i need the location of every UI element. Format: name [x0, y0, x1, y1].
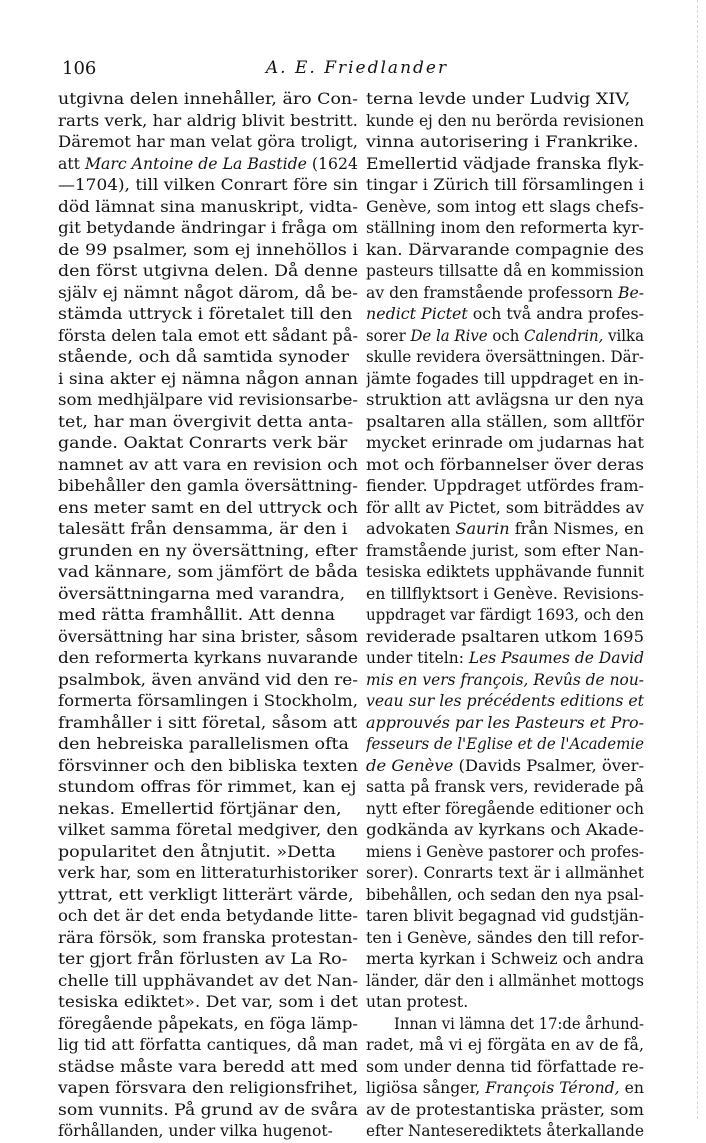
text-line-content: mot och förbannelser över deras	[366, 455, 644, 474]
text-line-content: ter gjort från förlusten av La Ro-	[58, 950, 348, 968]
text-line	[366, 627, 644, 649]
text-line	[366, 1078, 644, 1100]
text-line	[58, 627, 358, 649]
text-line	[366, 390, 644, 412]
text-line-content: översättningarna med varandra,	[58, 584, 346, 603]
text-line-content: framhåller i sitt företal, såsom att	[58, 713, 358, 732]
text-line-content: vinna autorisering i Frankrike.	[366, 133, 639, 151]
text-line	[366, 412, 644, 434]
text-line	[58, 971, 358, 993]
text-line-content: pasteurs tillsatte då en kommission	[366, 262, 644, 280]
text-line	[366, 132, 644, 154]
text-line-content: nytt efter föregående editioner och	[366, 799, 644, 818]
text-line-content: Däremot har man velat göra troligt,	[58, 133, 358, 151]
text-line	[58, 756, 358, 778]
text-line-content: med rätta framhållit. Att denna	[58, 606, 336, 624]
text-line-content: git betydande ändringar i fråga om	[58, 219, 358, 237]
text-line-content: som vunnits. På grund av de svåra	[58, 1100, 358, 1119]
text-line	[58, 433, 358, 455]
text-line	[366, 304, 644, 326]
text-line-content: försvinner och den bibliska texten	[58, 756, 358, 775]
text-line-content: taren blivit begagnad vid gudstjän-	[366, 907, 644, 925]
text-line	[58, 734, 358, 756]
text-line	[366, 519, 644, 541]
text-line	[366, 756, 644, 778]
text-line-content: översättning har sina brister, såsom	[58, 627, 358, 646]
text-line-content: sorer). Conrarts text är i allmänhet	[366, 864, 644, 882]
text-line-content: stundom offras för rimmet, kan ej	[58, 778, 357, 796]
text-line	[58, 584, 358, 606]
text-line	[366, 1100, 644, 1122]
text-line-content: bibehåller den gamla översättning-	[58, 477, 358, 495]
text-line-content: stående, och då samtida synoder	[58, 348, 349, 366]
text-line	[58, 541, 358, 563]
text-line-content: utan protest.	[366, 993, 469, 1011]
text-line-content: att Marc Antoine de La Bastide (1624	[58, 154, 358, 173]
text-line-content: merta kyrkan i Schweiz och andra	[366, 950, 644, 968]
text-line-content: gande. Oaktat Conrarts verk bär	[58, 434, 348, 452]
text-line	[58, 799, 358, 821]
text-line-content: tingar i Zürich till församlingen i	[366, 176, 644, 194]
text-line	[366, 283, 644, 305]
text-line-content: veau sur les précédents editions et	[366, 692, 644, 710]
text-line	[58, 240, 358, 262]
text-line-content: miens i Genève pastorer och profes-	[366, 842, 644, 861]
text-line-content: bibehållen, och sedan den nya psal-	[366, 885, 644, 904]
text-line	[366, 691, 644, 713]
text-line-content: i sina akter ej nämna någon annan	[58, 369, 358, 388]
text-line	[366, 906, 644, 928]
text-line	[58, 820, 358, 842]
text-line-content: grunden en ny översättning, efter	[58, 541, 358, 560]
text-line-content: ens meter samt en del uttryck och	[58, 498, 358, 517]
text-line	[58, 1057, 358, 1079]
text-line-content: vad kännare, som jämfört de båda	[58, 563, 358, 581]
text-line	[366, 498, 644, 520]
text-line-content: som under denna tid författade re-	[366, 1057, 644, 1076]
text-line-content: för allt av Pictet, som biträddes av	[366, 498, 644, 517]
text-line	[366, 842, 644, 864]
text-line	[58, 1078, 358, 1100]
text-line-content: kan. Därvarande compagnie des	[366, 240, 644, 259]
text-line	[58, 390, 358, 412]
text-line-content: advokaten Saurin från Nismes, en	[366, 520, 644, 538]
text-line	[366, 197, 644, 219]
text-line-content: ställning inom den reformerta kyr-	[366, 219, 644, 237]
text-line	[366, 777, 644, 799]
text-line	[366, 1014, 644, 1036]
text-line-content: Emellertid vädjade franska flyk-	[366, 154, 644, 173]
text-line-content: mycket erinrade om judarnas hat	[366, 434, 644, 452]
text-line	[58, 842, 358, 864]
text-line-content: ligiösa sånger, François Térond, en	[366, 1079, 644, 1097]
text-line	[366, 476, 644, 498]
text-line	[366, 648, 644, 670]
text-line-content: av de protestantiska präster, som	[366, 1100, 644, 1119]
text-line-content: nedict Pictet och två andra profes-	[366, 305, 644, 323]
text-line-content: Innan vi lämna det 17:de århund-	[394, 1014, 644, 1033]
text-line-content: psaltaren alla ställen, som alltför	[366, 412, 644, 431]
text-line-content: de 99 psalmer, som ej innehöllos i	[58, 240, 358, 259]
page-header	[0, 58, 706, 84]
text-line	[58, 992, 358, 1014]
text-line	[58, 1014, 358, 1036]
text-line-content: talesätt från densamma, är den i	[58, 520, 348, 538]
text-line-content: Genève, som intog ett slags chefs-	[366, 197, 644, 216]
text-line-content: tesiska ediktet». Det var, som i det	[58, 993, 358, 1011]
text-line-content: namnet av att vara en revision och	[58, 455, 358, 474]
text-line	[58, 562, 358, 584]
text-line-content: lig tid att författa cantiques, då man	[58, 1036, 358, 1054]
text-line	[366, 562, 644, 584]
text-line	[366, 1057, 644, 1079]
text-line-content: som medhjälpare vid revisionsarbe-	[58, 391, 358, 409]
text-line-content: yttrat, ett verkligt litterärt värde,	[58, 885, 354, 904]
running-head: A. E. Friedlander	[265, 58, 449, 78]
text-line	[58, 519, 358, 541]
text-line-content: de Genève (Davids Psalmer, över-	[366, 756, 644, 775]
text-line	[366, 820, 644, 842]
text-line	[366, 89, 644, 111]
text-line	[58, 1121, 358, 1143]
text-line	[58, 283, 358, 305]
text-line-content: struktion att avlägsna ur den nya	[366, 391, 644, 409]
text-line	[58, 691, 358, 713]
text-line-content: fesseurs de l'Eglise et de l'Academie	[366, 735, 644, 753]
text-line	[58, 347, 358, 369]
text-line-content: satta på fransk vers, reviderade på	[366, 778, 644, 796]
text-line	[58, 1035, 358, 1057]
text-line-content: den först utgivna delen. Då denne	[58, 262, 358, 280]
text-line	[366, 799, 644, 821]
text-line-content: terna levde under Ludvig XIV,	[366, 90, 631, 108]
text-line	[366, 455, 644, 477]
text-line	[58, 949, 358, 971]
text-line-content: radet, må vi ej förgäta en av de få,	[366, 1036, 644, 1054]
text-line-content: approuvés par les Pasteurs et Pro-	[366, 713, 644, 732]
text-line	[366, 713, 644, 735]
text-line	[58, 648, 358, 670]
text-line	[366, 541, 644, 563]
text-line-content: verk har, som en litteraturhistoriker	[58, 864, 358, 882]
text-line	[58, 885, 358, 907]
text-line	[58, 1100, 358, 1122]
text-line	[58, 863, 358, 885]
text-line	[58, 175, 358, 197]
text-line	[366, 326, 644, 348]
text-line	[366, 240, 644, 262]
text-line-content: förhållanden, under vilka hugenot-	[58, 1122, 333, 1140]
text-line-content: föregående påpekats, en föga lämp-	[58, 1014, 358, 1033]
text-line-content: den reformerta kyrkans nuvarande	[58, 649, 358, 667]
text-line-content: uppdraget var färdigt 1693, och den	[366, 606, 644, 624]
text-line	[366, 154, 644, 176]
text-line	[58, 132, 358, 154]
text-line-content: skulle revidera översättningen. Där-	[366, 348, 644, 366]
text-line-content: fiender. Uppdraget utfördes fram-	[366, 477, 644, 495]
text-line-content: formerta församlingen i Stockholm,	[58, 692, 358, 710]
text-line	[366, 433, 644, 455]
text-line-content: rarts verk, har aldrig blivit bestritt.	[58, 111, 358, 130]
text-line-content: stämda uttryck i företalet till den	[58, 305, 353, 323]
right-text-column	[366, 89, 644, 1143]
text-line	[58, 777, 358, 799]
text-line-content: den hebreiska parallelismen ofta	[58, 735, 349, 753]
text-line	[366, 605, 644, 627]
text-line	[366, 1035, 644, 1057]
text-line-content: vapen försvara den religionsfrihet,	[58, 1079, 358, 1097]
text-line	[58, 713, 358, 735]
text-line-content: reviderade psaltaren utkom 1695	[366, 627, 644, 646]
text-line-content: sorer De la Rive och Calendrin, vilka	[366, 326, 644, 345]
text-line	[58, 197, 358, 219]
text-line	[366, 111, 644, 133]
text-line	[366, 261, 644, 283]
page-edge	[697, 0, 706, 1119]
text-line	[58, 111, 358, 133]
text-line-content: själv ej nämnt något därom, då be-	[58, 283, 358, 302]
page-number: 106	[62, 58, 97, 79]
text-line	[366, 1121, 644, 1143]
text-line	[366, 670, 644, 692]
text-line	[58, 455, 358, 477]
text-line	[58, 326, 358, 348]
left-text-column	[58, 89, 358, 1143]
text-line	[366, 949, 644, 971]
text-line-content: godkända av kyrkans och Akade-	[366, 821, 644, 839]
text-line	[366, 992, 644, 1014]
text-line-content: utgivna delen innehåller, äro Con-	[58, 90, 358, 108]
text-line-content: död lämnat sina manuskript, vidta-	[58, 197, 358, 216]
text-line	[366, 971, 644, 993]
text-line-content: av den framstående professorn Be-	[366, 283, 644, 302]
text-line-content: nekas. Emellertid förtjänar den,	[58, 799, 342, 818]
text-line-content: ten i Genève, sändes den till refor-	[366, 928, 644, 947]
text-line	[58, 218, 358, 240]
text-line	[366, 584, 644, 606]
text-line-content: psalmbok, även använd vid den re-	[58, 670, 358, 689]
text-line-content: mis en vers françois, Revûs de nou-	[366, 670, 644, 689]
text-line	[58, 906, 358, 928]
text-line-content: popularitet den åtnjutit. »Detta	[58, 842, 336, 861]
text-line	[58, 369, 358, 391]
text-line-content: chelle till upphävandet av det Nan-	[58, 971, 358, 990]
text-line	[58, 261, 358, 283]
text-line-content: tet, har man övergivit detta anta-	[58, 412, 354, 431]
text-line	[366, 928, 644, 950]
text-line-content: vilket samma företal medgiver, den	[58, 821, 358, 839]
text-line	[366, 347, 644, 369]
text-line	[366, 175, 644, 197]
text-line	[366, 863, 644, 885]
text-line	[366, 218, 644, 240]
text-line-content: tesiska ediktets upphävande funnit	[366, 563, 644, 581]
text-line-content: och det är det enda betydande litte-	[58, 907, 358, 925]
text-line	[366, 369, 644, 391]
text-line	[58, 928, 358, 950]
text-line-content: rära försök, som franska protestan-	[58, 928, 358, 947]
text-line-content: en tillflyktsort i Genève. Revisions-	[366, 584, 644, 603]
text-line	[58, 476, 358, 498]
text-line	[366, 885, 644, 907]
text-line	[58, 304, 358, 326]
text-line-content: städse måste vara beredd att med	[58, 1057, 358, 1076]
text-line-content: länder, där den i allmänhet mottogs	[366, 971, 644, 990]
text-line-content: första delen tala emot ett sådant på-	[58, 326, 358, 345]
text-line	[58, 89, 358, 111]
text-line-content: efter Nanteserediktets återkallande	[366, 1122, 644, 1140]
text-line-content: —1704), till vilken Conrart före sin	[58, 176, 358, 194]
text-line-content: under titeln: Les Psaumes de David	[366, 649, 644, 667]
text-line-content: jämte fogades till uppdraget en in-	[366, 369, 644, 388]
text-line-content: framstående jurist, som efter Nan-	[366, 541, 644, 560]
text-line-content: kunde ej den nu berörda revisionen	[366, 111, 644, 130]
text-line	[58, 412, 358, 434]
text-line	[58, 498, 358, 520]
text-line	[58, 154, 358, 176]
text-line	[366, 734, 644, 756]
text-line	[58, 670, 358, 692]
text-line	[58, 605, 358, 627]
